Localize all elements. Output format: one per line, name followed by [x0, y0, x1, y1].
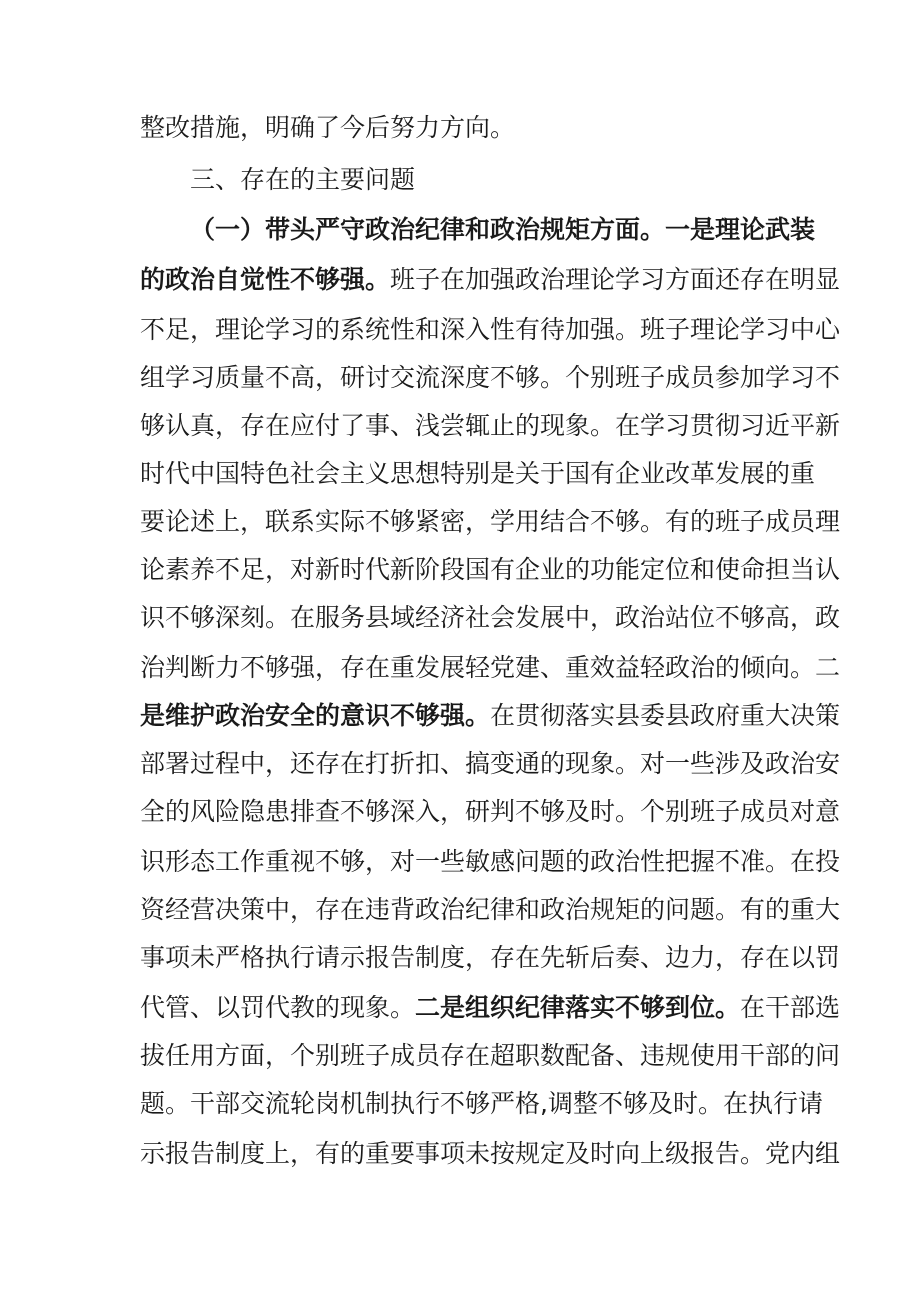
text-segment: 不足，理论学习的系统性和深入性有待加强。班子理论学习中心: [140, 315, 841, 344]
text-segment: 事项未严格执行请示报告制度，存在先斩后奏、边力，存在以罚: [140, 943, 841, 972]
text-line: [140, 796, 841, 828]
text-segment: 示报告制度上，有的重要事项未按规定及时向上级报告。党内组: [140, 1139, 841, 1168]
bold-text-segment: 是维护政治安全的意识不够强。: [140, 701, 491, 730]
text-segment: 要论述上，联系实际不够紧密，学用结合不够。有的班子成员理: [140, 507, 841, 536]
text-line: [140, 458, 816, 490]
text-segment: 全的风险隐患排查不够深入，研判不够及时。个别班子成员对意: [140, 797, 841, 826]
text-segment: 资经营决策中，存在违背政治纪律和政治规矩的问题。有的重大: [140, 895, 841, 924]
text-line: [140, 506, 841, 538]
text-segment: 三、存在的主要问题: [190, 165, 416, 194]
text-line: [140, 1088, 823, 1120]
text-line: [140, 846, 841, 878]
text-line: [140, 314, 841, 346]
text-line: [140, 1040, 841, 1072]
text-segment: 拔任用方面，个别班子成员存在超职数配备、违规使用干部的问: [140, 1041, 841, 1070]
text-line: [140, 602, 841, 634]
text-segment: 在干部选: [740, 993, 841, 1022]
text-line: [140, 554, 841, 586]
text-line: [140, 112, 516, 144]
text-line: [190, 164, 416, 196]
text-line: [140, 942, 841, 974]
text-segment: 部署过程中，还存在打折扣、搞变通的现象。对一些涉及政治安: [140, 749, 841, 778]
bold-text-segment: 二是组织纪律落实不够到位。: [415, 993, 741, 1022]
text-segment: 组学习质量不高，研讨交流深度不够。个别班子成员参加学习不: [140, 363, 841, 392]
text-line: [190, 214, 816, 246]
text-segment: 班子在加强政治理论学习方面还存在明显: [390, 265, 841, 294]
text-line: [140, 748, 841, 780]
bold-text-segment: 的政治自觉性不够强。: [140, 265, 391, 294]
text-segment: 在贯彻落实县委县政府重大决策: [490, 701, 841, 730]
text-line: [140, 264, 841, 296]
text-segment: 识形态工作重视不够，对一些敏感问题的政治性把握不准。在投: [140, 847, 841, 876]
text-segment: 整改措施，明确了今后努力方向。: [140, 113, 516, 142]
text-segment: 论素养不足，对新时代新阶段国有企业的功能定位和使命担当认: [140, 555, 841, 584]
bold-text-segment: （一）带头严守政治纪律和政治规矩方面。一是理论武装: [190, 215, 816, 244]
text-line: [140, 894, 841, 926]
text-line: [140, 992, 841, 1024]
text-line: [140, 652, 841, 684]
text-line: [140, 362, 841, 394]
text-line: [140, 1138, 841, 1170]
text-segment: 时代中国特色社会主义思想特别是关于国有企业改革发展的重: [140, 459, 816, 488]
text-segment: 识不够深刻。在服务县域经济社会发展中，政治站位不够高，政: [140, 603, 841, 632]
text-line: [140, 700, 841, 732]
text-segment: 题。干部交流轮岗机制执行不够严格,调整不够及时。在执行请: [140, 1089, 823, 1118]
text-line: [140, 410, 841, 442]
text-segment: 治判断力不够强，存在重发展轻党建、重效益轻政治的倾向。二: [140, 653, 841, 682]
text-segment: 代管、以罚代教的现象。: [140, 993, 416, 1022]
text-segment: 够认真，存在应付了事、浅尝辄止的现象。在学习贯彻习近平新: [140, 411, 841, 440]
